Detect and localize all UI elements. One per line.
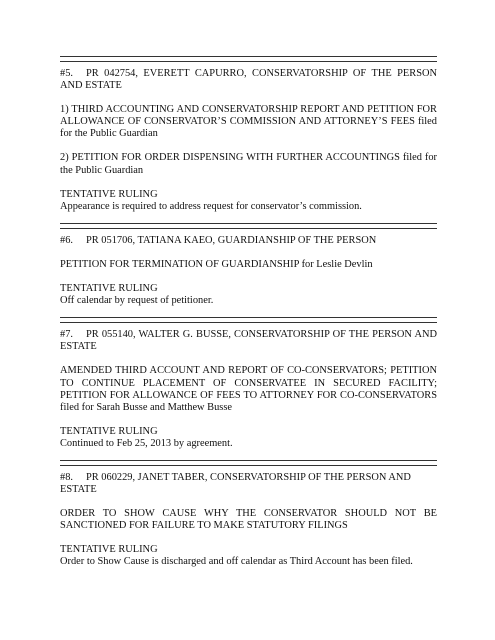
case-title: PR 055140, WALTER G. BUSSE, CONSERVATORSHIP OF THE PERSON AND ESTATE xyxy=(60,329,437,353)
case-title: PR 060229, JANET TABER, CONSERVATORSHIP OF THE PERSON AND ESTATE xyxy=(60,471,411,496)
ruling-label: TENTATIVE RULING xyxy=(60,544,158,556)
case-heading xyxy=(60,472,437,496)
ruling-label: TENTATIVE RULING xyxy=(60,425,158,437)
case-heading xyxy=(60,235,437,247)
petition-text: 1) THIRD ACCOUNTING AND CONSERVATORSHIP REPORT AND PETITION FOR ALLOWANCE OF CONSERVATOR’S COMMISSION AND ATTORNEY’S FEES filed for the Public Guardian xyxy=(60,104,437,140)
double-rule-separator xyxy=(60,317,437,323)
case-entry-5 xyxy=(60,68,437,213)
case-entry-6 xyxy=(60,235,437,307)
case-number: #7. xyxy=(60,329,73,341)
ruling-text: Order to Show Cause is discharged and off calendar as Third Account has been filed. xyxy=(60,556,413,568)
double-rule-separator xyxy=(60,56,437,62)
case-heading xyxy=(60,329,437,353)
ruling-label: TENTATIVE RULING xyxy=(60,188,158,200)
petition-text: PETITION FOR TERMINATION OF GUARDIANSHIP for Leslie Devlin xyxy=(60,258,373,270)
case-heading xyxy=(60,68,437,92)
ruling-text: Continued to Feb 25, 2013 by agreement. xyxy=(60,437,233,449)
case-number: #5. xyxy=(60,68,73,79)
case-title: PR 051706, TATIANA KAEO, GUARDIANSHIP OF THE PERSON xyxy=(86,234,377,246)
case-number: #6. xyxy=(60,234,73,246)
ruling-label: TENTATIVE RULING xyxy=(60,283,158,295)
double-rule-separator xyxy=(60,460,437,466)
ruling-text: Off calendar by request of petitioner. xyxy=(60,295,214,307)
petition-text: ORDER TO SHOW CAUSE WHY THE CONSERVATOR SHOULD NOT BE SANCTIONED FOR FAILURE TO MAKE STATUTORY FILINGS xyxy=(60,508,437,532)
ruling-text: Appearance is required to address request for conservator’s commission. xyxy=(60,200,362,212)
case-title: PR 042754, EVERETT CAPURRO, CONSERVATORSHIP OF THE PERSON AND ESTATE xyxy=(60,68,437,92)
petition-text: 2) PETITION FOR ORDER DISPENSING WITH FURTHER ACCOUNTINGS filed for the Public Guardian xyxy=(60,152,437,176)
double-rule-separator xyxy=(60,223,437,229)
case-number: #8. xyxy=(60,471,73,483)
case-entry-8 xyxy=(60,472,437,569)
petition-text: AMENDED THIRD ACCOUNT AND REPORT OF CO-CONSERVATORS; PETITION TO CONTINUE PLACEMENT OF CONSERVATEE IN SECURED FACILITY; PETITION FOR ALLOWANCE OF FEES TO ATTORNEY FOR CO-CONSERVATORS filed for Sarah Busse and Matthew Busse xyxy=(60,365,437,413)
case-entry-7 xyxy=(60,329,437,450)
